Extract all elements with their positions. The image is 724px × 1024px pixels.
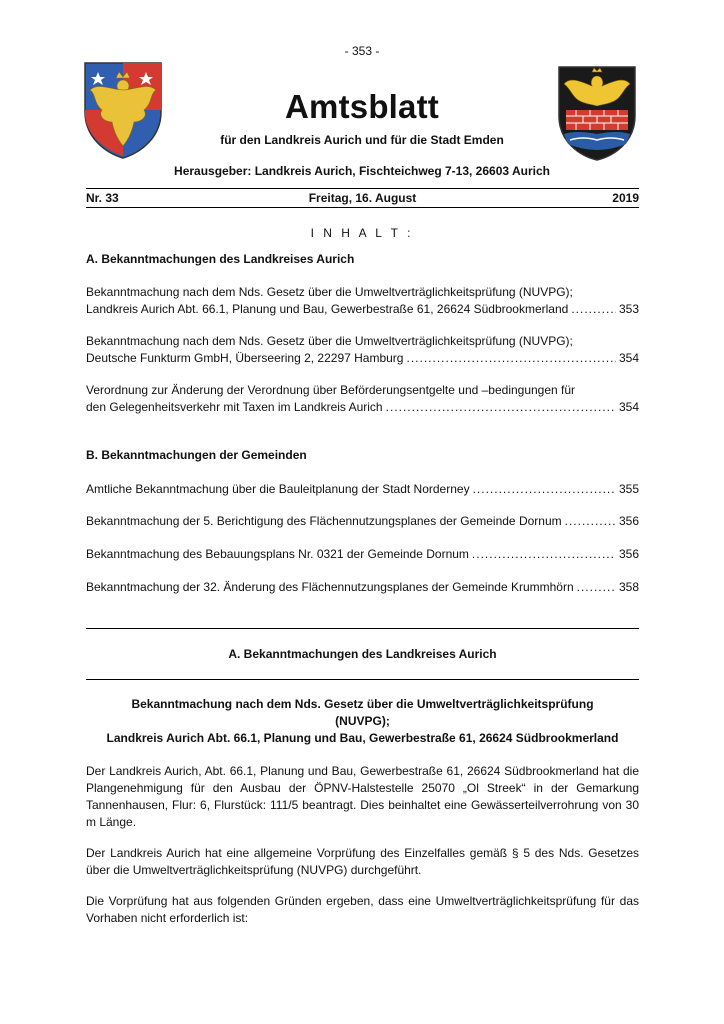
toc-leader-dots [565,513,616,530]
toc-leader-dots [577,579,616,596]
toc-section-a-title: A. Bekanntmachungen des Landkreises Aurich [86,252,355,266]
divider [86,679,639,680]
toc-entry-line2: Landkreis Aurich Abt. 66.1, Planung und Bau, Gewerbestraße 61, 26624 Südbrookmerland [86,302,569,316]
body-paragraph: Der Landkreis Aurich hat eine allgemeine Vorprüfung des Einzelfalles gemäß § 5 des Nds. Gesetzes über die Umweltverträglichkeitsprüfung (NUVPG) durchgeführt. [86,846,639,877]
issue-date: Freitag, 16. August [308,191,417,205]
issue-number: Nr. 33 [86,191,119,205]
toc-leader-dots [406,350,615,367]
divider [86,628,639,629]
toc-leader-dots [571,301,616,318]
gazette-title: Amtsblatt [285,88,439,125]
toc-entry-line2: den Gelegenheitsverkehr mit Taxen im Landkreis Aurich [86,400,383,414]
publisher-line: Herausgeber: Landkreis Aurich, Fischteichweg 7-13, 26603 Aurich [174,164,550,178]
body-paragraph: Die Vorprüfung hat aus folgenden Gründen ergeben, dass eine Umweltverträglichkeitsprüfung für das Vorhaben nicht erforderlich ist: [86,894,639,925]
toc-entry[interactable] [86,513,639,530]
toc-entry[interactable] [86,382,639,416]
article-title-line1: Bekanntmachung nach dem Nds. Gesetz über die Umweltverträglichkeitsprüfung [131,697,594,711]
toc-leader-dots [386,399,616,416]
toc-entry-text: Bekanntmachung des Bebauungsplans Nr. 0321 der Gemeinde Dornum [86,547,469,561]
toc-entry[interactable] [86,579,639,596]
toc-page-number: 354 [618,351,639,365]
toc-entry[interactable] [86,284,639,318]
toc-entry-line1: Verordnung zur Änderung der Verordnung über Beförderungsentgelte und –bedingungen für [86,383,576,397]
toc-entry[interactable] [86,333,639,367]
toc-leader-dots [472,546,616,563]
toc-page-number: 354 [618,400,639,414]
toc-entry[interactable] [86,481,639,498]
toc-entry[interactable] [86,546,639,563]
toc-entry-text: Bekanntmachung der 5. Berichtigung des Flächennutzungsplanes der Gemeinde Dornum [86,514,562,528]
toc-entry-line1: Bekanntmachung nach dem Nds. Gesetz über die Umweltverträglichkeitsprüfung (NUVPG); [86,334,573,348]
issue-bar [86,188,639,208]
article-title-line2: (NUVPG); [335,714,390,728]
toc-entry-text: Amtliche Bekanntmachung über die Bauleitplanung der Stadt Norderney [86,482,470,496]
toc-page-number: 353 [618,302,639,316]
toc-page-number: 355 [618,482,639,496]
toc-page-number: 356 [618,514,639,528]
toc-page-number: 358 [618,580,639,594]
toc-section-b-title: B. Bekanntmachungen der Gemeinden [86,448,307,462]
toc-page-number: 356 [618,547,639,561]
page-number: - 353 - [344,44,380,58]
body-section-heading: A. Bekanntmachungen des Landkreises Aurich [228,647,497,661]
gazette-subtitle: für den Landkreis Aurich und für die Stadt Emden [220,133,504,147]
body-paragraph: Der Landkreis Aurich, Abt. 66.1, Planung und Bau, Gewerbestraße 61, 26624 Südbrookmerland hat die Plangenehmigung für den Ausbau der ÖPNV-Halstestelle 25070 „Ol Streek“ in der Gemarkung Tannenhausen, Flur: 6, Flurstück: 111/5 beantragt. Dies beinhaltet eine Gewässerteilverrohrung von 30 m Länge. [86,764,639,829]
toc-leader-dots [473,481,616,498]
article-title-line3: Landkreis Aurich Abt. 66.1, Planung und Bau, Gewerbestraße 61, 26624 Südbrookmerland [106,731,619,745]
article-title [86,696,639,747]
toc-heading: I N H A L T : [310,226,414,240]
issue-year: 2019 [612,191,639,205]
toc-entry-text: Bekanntmachung der 32. Änderung des Flächennutzungsplanes der Gemeinde Krummhörn [86,580,574,594]
toc-entry-line2: Deutsche Funkturm GmbH, Überseering 2, 22297 Hamburg [86,351,404,365]
toc-entry-line1: Bekanntmachung nach dem Nds. Gesetz über die Umweltverträglichkeitsprüfung (NUVPG); [86,285,573,299]
